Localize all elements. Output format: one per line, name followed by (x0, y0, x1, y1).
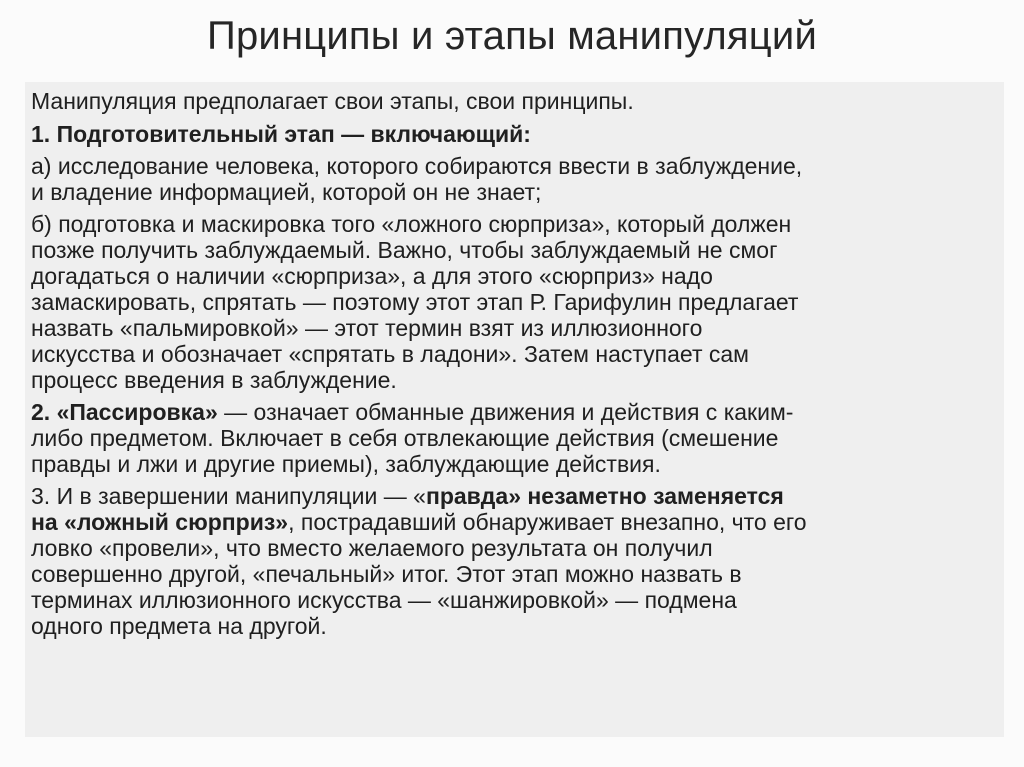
stage2-line: либо предметом. Включает в себя отвлекающие действия (смешение (31, 425, 779, 451)
stage1-heading (31, 121, 996, 147)
item-b-line: искусства и обозначает «спрятать в ладони». Затем наступает сам (31, 341, 749, 367)
stage2-term: 2. «Пассировка» (31, 399, 218, 425)
stage3-paragraph (31, 483, 996, 639)
stage3-second-line (31, 509, 996, 535)
item-a-line: а) исследование человека, которого собираются ввести в заблуждение, (31, 153, 803, 179)
item-b-line: замаскировать, спрятать — поэтому этот этап Р. Гарифулин предлагает (31, 289, 799, 315)
stage3-line: одного предмета на другой. (31, 613, 327, 639)
stage3-line: ловко «провели», что вместо желаемого результата он получил (31, 535, 713, 561)
item-b-line: процесс введения в заблуждение. (31, 367, 397, 393)
stage3-first-line-plain: 3. И в завершении манипуляции — « (31, 483, 426, 509)
item-a-paragraph (31, 153, 996, 205)
intro-paragraph: Манипуляция предполагает свои этапы, свои принципы. (31, 88, 634, 114)
slide-title: Принципы и этапы манипуляций (207, 14, 817, 58)
slide-body (31, 88, 996, 645)
item-b-paragraph (31, 211, 996, 393)
stage3-second-line-rest: , пострадавший обнаруживает внезапно, что его (288, 509, 807, 535)
stage2-line: правды и лжи и другие приемы), заблуждающие действия. (31, 451, 661, 477)
item-b-line: назвать «пальмировкой» — этот термин взят из иллюзионного (31, 315, 703, 341)
item-b-line: б) подготовка и маскировка того «ложного сюрприза», который должен (31, 211, 792, 237)
stage3-first-line (31, 483, 996, 509)
stage3-line: терминах иллюзионного искусства — «шанжировкой» — подмена (31, 587, 737, 613)
item-a-line: и владение информацией, которой он не знает; (31, 179, 542, 205)
stage2-first-line (31, 399, 996, 425)
item-b-line: догадаться о наличии «сюрприза», а для этого «сюрприз» надо (31, 263, 713, 289)
stage1-heading-text: 1. Подготовительный этап — включающий: (31, 121, 531, 147)
stage3-line: совершенно другой, «печальный» итог. Этот этап можно назвать в (31, 561, 742, 587)
stage2-paragraph (31, 399, 996, 477)
item-b-line: позже получить заблуждаемый. Важно, чтобы заблуждаемый не смог (31, 237, 778, 263)
stage3-first-line-bold: правда» незаметно заменяется (425, 483, 784, 509)
stage3-second-line-bold: на «ложный сюрприз» (31, 509, 289, 535)
stage2-first-line-rest: — означает обманные движения и действия с каким- (217, 399, 794, 425)
